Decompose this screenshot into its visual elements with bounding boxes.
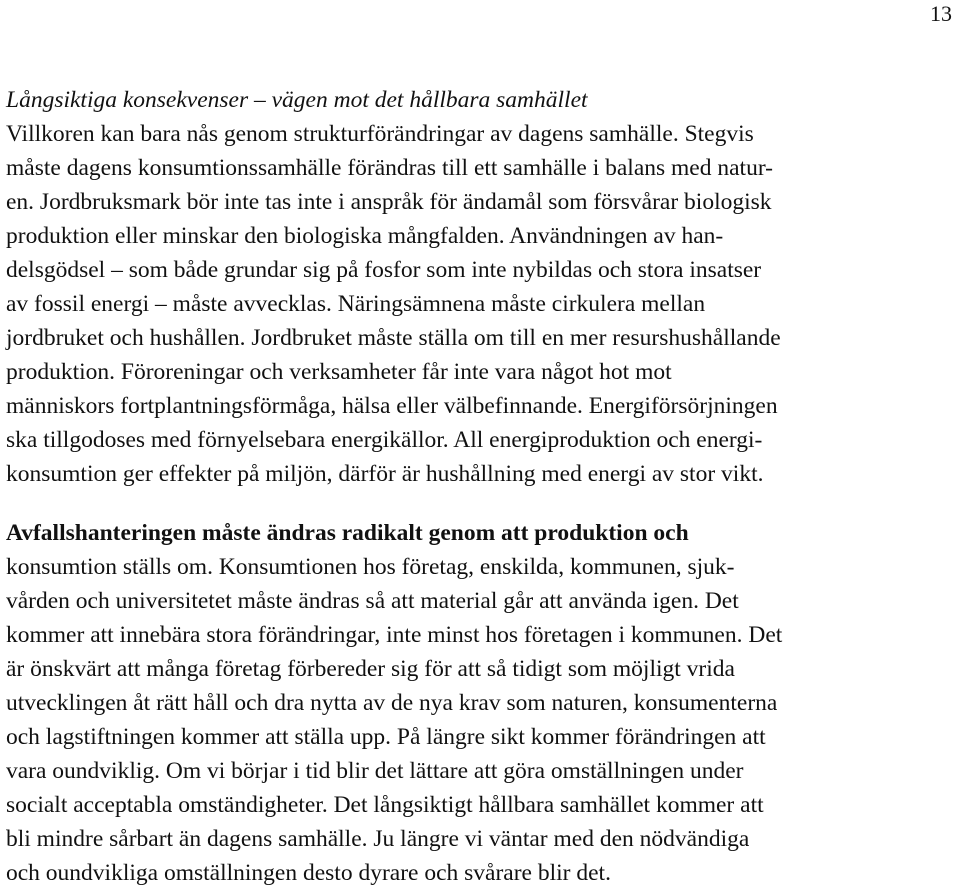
body-line: måste dagens konsumtionssamhälle förändras till ett samhälle i balans med natur- — [6, 155, 773, 181]
body-line: bli mindre sårbart än dagens samhälle. Ju längre vi väntar med den nödvändiga — [6, 826, 750, 852]
body-line: socialt acceptabla omständigheter. Det långsiktigt hållbara samhället kommer att — [6, 792, 764, 818]
body-line: konsumtion ställs om. Konsumtionen hos företag, enskilda, kommunen, sjuk- — [6, 554, 735, 580]
section-heading: Avfallshanteringen måste ändras radikalt genom att produktion och — [6, 520, 689, 546]
body-line: vara oundviklig. Om vi börjar i tid blir det lättare att göra omställningen under — [6, 758, 744, 784]
body-line: vården och universitetet måste ändras så att material går att använda igen. Det — [6, 588, 739, 614]
body-line: produktion eller minskar den biologiska mångfalden. Användningen av han- — [6, 223, 724, 249]
body-line: utvecklingen åt rätt håll och dra nytta av de nya krav som naturen, konsumenterna — [6, 690, 778, 716]
body-line: människors fortplantningsförmåga, hälsa eller välbefinnande. Energiförsörjningen — [6, 393, 778, 419]
body-line: en. Jordbruksmark bör inte tas inte i anspråk för ändamål som försvårar biologisk — [6, 189, 772, 215]
body-line: jordbruket och hushållen. Jordbruket måste ställa om till en mer resurshushållande — [6, 325, 781, 351]
body-line: Villkoren kan bara nås genom strukturförändringar av dagens samhälle. Stegvis — [6, 121, 754, 147]
body-line: av fossil energi – måste avvecklas. Näringsämnena måste cirkulera mellan — [6, 291, 706, 317]
body-line: är önskvärt att många företag förbereder sig för att så tidigt som möjligt vrida — [6, 656, 735, 682]
body-line: produktion. Föroreningar och verksamheter får inte vara något hot mot — [6, 359, 672, 385]
section-heading: Långsiktiga konsekvenser – vägen mot det hållbara samhället — [6, 87, 588, 113]
body-line: ska tillgodoses med förnyelsebara energikällor. All energiproduktion och energi- — [6, 427, 763, 453]
body-line: och lagstiftningen kommer att ställa upp. På längre sikt kommer förändringen att — [6, 724, 766, 750]
body-line: delsgödsel – som både grundar sig på fosfor som inte nybildas och stora insatser — [6, 257, 762, 283]
body-line: konsumtion ger effekter på miljön, därför är hushållning med energi av stor vikt. — [6, 461, 764, 487]
section-waste-management — [6, 516, 956, 890]
page-number: 13 — [930, 1, 952, 26]
body-line: och oundvikliga omställningen desto dyrare och svårare blir det. — [6, 860, 611, 886]
body-line: kommer att innebära stora förändringar, inte minst hos företagen i kommunen. Det — [6, 622, 783, 648]
section-long-term-consequences — [6, 83, 956, 491]
